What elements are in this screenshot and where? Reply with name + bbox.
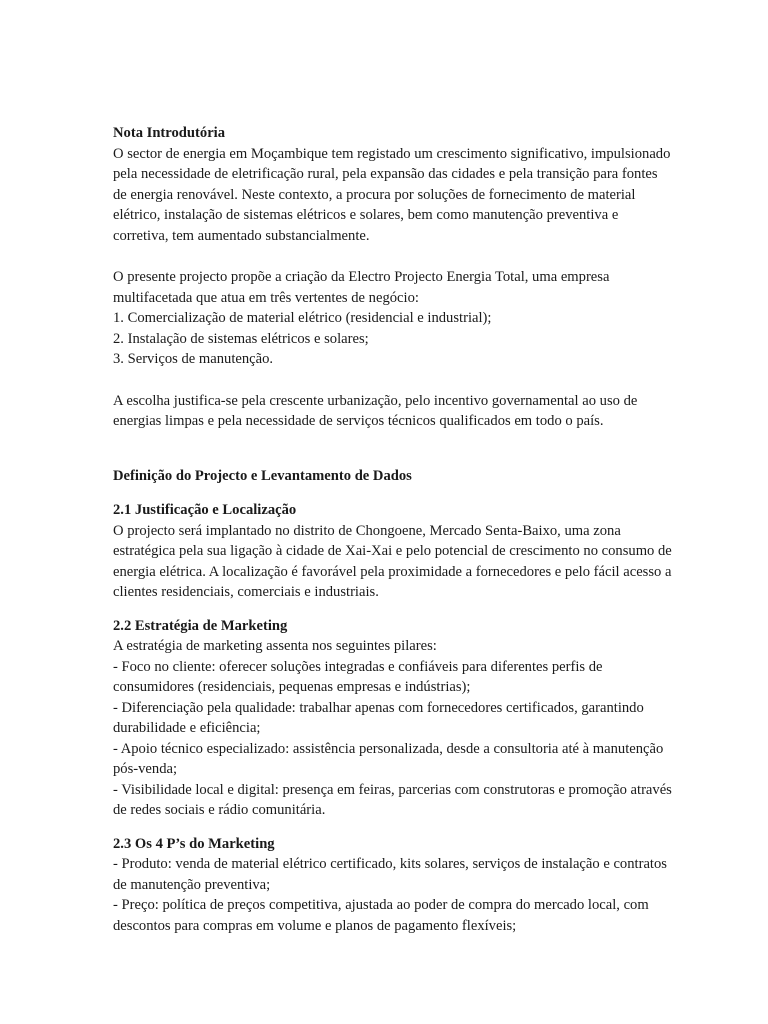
list-item: - Foco no cliente: oferecer soluções integradas e confiáveis para diferentes perfis de consumidores (residenciais, pequenas empresas e indústrias); (113, 658, 603, 695)
intro-paragraph-1: O sector de energia em Moçambique tem registado um crescimento significativo, impulsionado pela necessidade de eletrificação rural, pela expansão das cidades e pela transição para fontes de energia renovável. Neste contexto, a procura por soluções de fornecimento de material elétrico, instalação de sistemas elétricos e solares, bem como manutenção preventiva e corretiva, tem aumentado substancialmente. (113, 145, 671, 244)
list-item: 3. Serviços de manutenção. (113, 351, 274, 367)
document-page (113, 123, 673, 936)
section-2-2-heading: 2.2 Estratégia de Marketing (113, 617, 288, 634)
section-2-3-heading: 2.3 Os 4 P’s do Marketing (113, 835, 275, 852)
intro-paragraph-3: A escolha justifica-se pela crescente urbanização, pelo incentivo governamental ao uso de energias limpas e pela necessidade de serviços técnicos qualificados em todo o país. (113, 392, 638, 429)
list-item: 1. Comercialização de material elétrico (residencial e industrial); (113, 310, 492, 326)
list-item: 2. Instalação de sistemas elétricos e solares; (113, 330, 369, 347)
list-item: - Apoio técnico especializado: assistência personalizada, desde a consultoria até à manutenção pós-venda; (113, 740, 664, 777)
section-2-1-heading: 2.1 Justificação e Localização (113, 502, 297, 518)
intro-heading: Nota Introdutória (113, 125, 226, 141)
intro-paragraph-2: O presente projecto propõe a criação da Electro Projecto Energia Total, uma empresa multifacetada que atua em três vertentes de negócio: (113, 269, 610, 306)
section-2-2-intro: A estratégia de marketing assenta nos seguintes pilares: (113, 638, 437, 654)
list-item: - Preço: política de preços competitiva, ajustada ao poder de compra do mercado local, com descontos para compras em volume e planos de pagamento flexíveis; (113, 897, 649, 934)
list-item: - Visibilidade local e digital: presença em feiras, parcerias com construtoras e promoção através de redes sociais e rádio comunitária. (113, 781, 672, 818)
definition-heading: Definição do Projecto e Levantamento de Dados (113, 467, 412, 484)
list-item: - Produto: venda de material elétrico certificado, kits solares, serviços de instalação e contratos de manutenção preventiva; (113, 856, 667, 893)
list-item: - Diferenciação pela qualidade: trabalhar apenas com fornecedores certificados, garantindo durabilidade e eficiência; (113, 699, 644, 736)
section-2-1-body: O projecto será implantado no distrito de Chongoene, Mercado Senta-Baixo, uma zona estratégica pela sua ligação à cidade de Xai-Xai e pelo potencial de crescimento no consumo de energia elétrica. A localização é favorável pela proximidade a fornecedores e pelo fácil acesso a clientes residenciais, comerciais e industriais. (113, 522, 672, 600)
